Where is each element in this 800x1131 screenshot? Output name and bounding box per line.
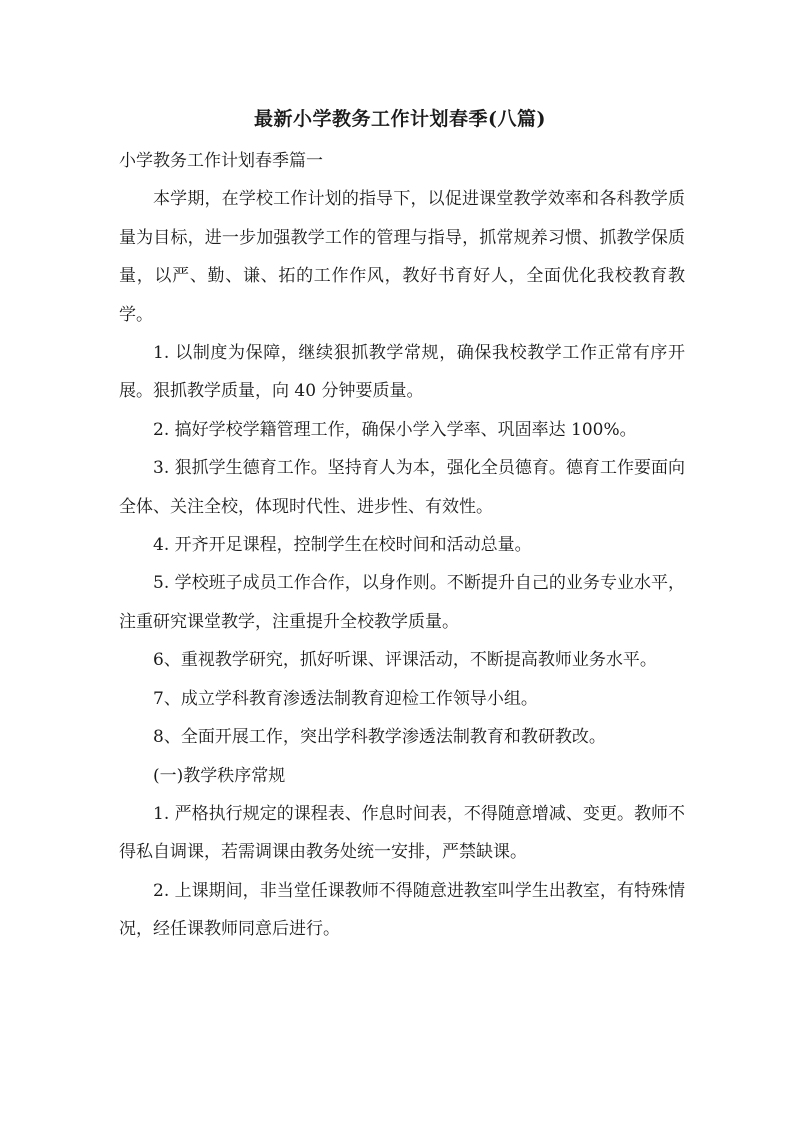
paragraph-item-2: 2. 搞好学校学籍管理工作，确保小学入学率、巩固率达 100%。 [153, 419, 637, 440]
paragraph-rule-2: 2. 上课期间，非当堂任课教师不得随意进教室叫学生出教室，有特殊情况，经任课教师同意后进行。 [119, 880, 685, 940]
paragraph-item-6: 6、重视教学研究，抓好听课、评课活动，不断提高教师业务水平。 [153, 650, 657, 671]
paragraph-item-1: 1. 以制度为保障，继续狠抓教学常规，确保我校教学工作正常有序开展。狠抓教学质量，向 40 分钟要质量。 [119, 343, 685, 402]
subsection-heading: (一)教学秩序常规 [153, 765, 286, 786]
paragraph-intro: 本学期，在学校工作计划的指导下，以促进课堂教学效率和各科教学质量为目标，进一步加强教学工作的管理与指导，抓常规养习惯、抓教学保质量，以严、勤、谦、拓的工作作风，教好书育好人，全面优化我校教育教学。 [119, 189, 685, 325]
paragraph-rule-1: 1. 严格执行规定的课程表、作息时间表，不得随意增减、变更。教师不得私自调课，若需调课由教务处统一安排，严禁缺课。 [119, 803, 685, 863]
document-body [119, 142, 685, 949]
paragraph-item-7: 7、成立学科教育渗透法制教育迎检工作领导小组。 [153, 688, 538, 709]
paragraph-item-4: 4. 开齐开足课程，控制学生在校时间和活动总量。 [153, 535, 532, 556]
document-title: 最新小学教务工作计划春季(八篇) [254, 108, 546, 130]
section-heading: 小学教务工作计划春季篇一 [119, 151, 323, 171]
paragraph-item-3: 3. 狠抓学生德育工作。坚持育人为本，强化全员德育。德育工作要面向全体、关注全校，体现时代性、进步性、有效性。 [119, 458, 685, 517]
paragraph-item-5: 5. 学校班子成员工作合作，以身作则。不断提升自己的业务专业水平，注重研究课堂教学，注重提升全校教学质量。 [119, 573, 685, 632]
paragraph-item-8: 8、全面开展工作，突出学科教学渗透法制教育和教研教改。 [153, 727, 606, 748]
